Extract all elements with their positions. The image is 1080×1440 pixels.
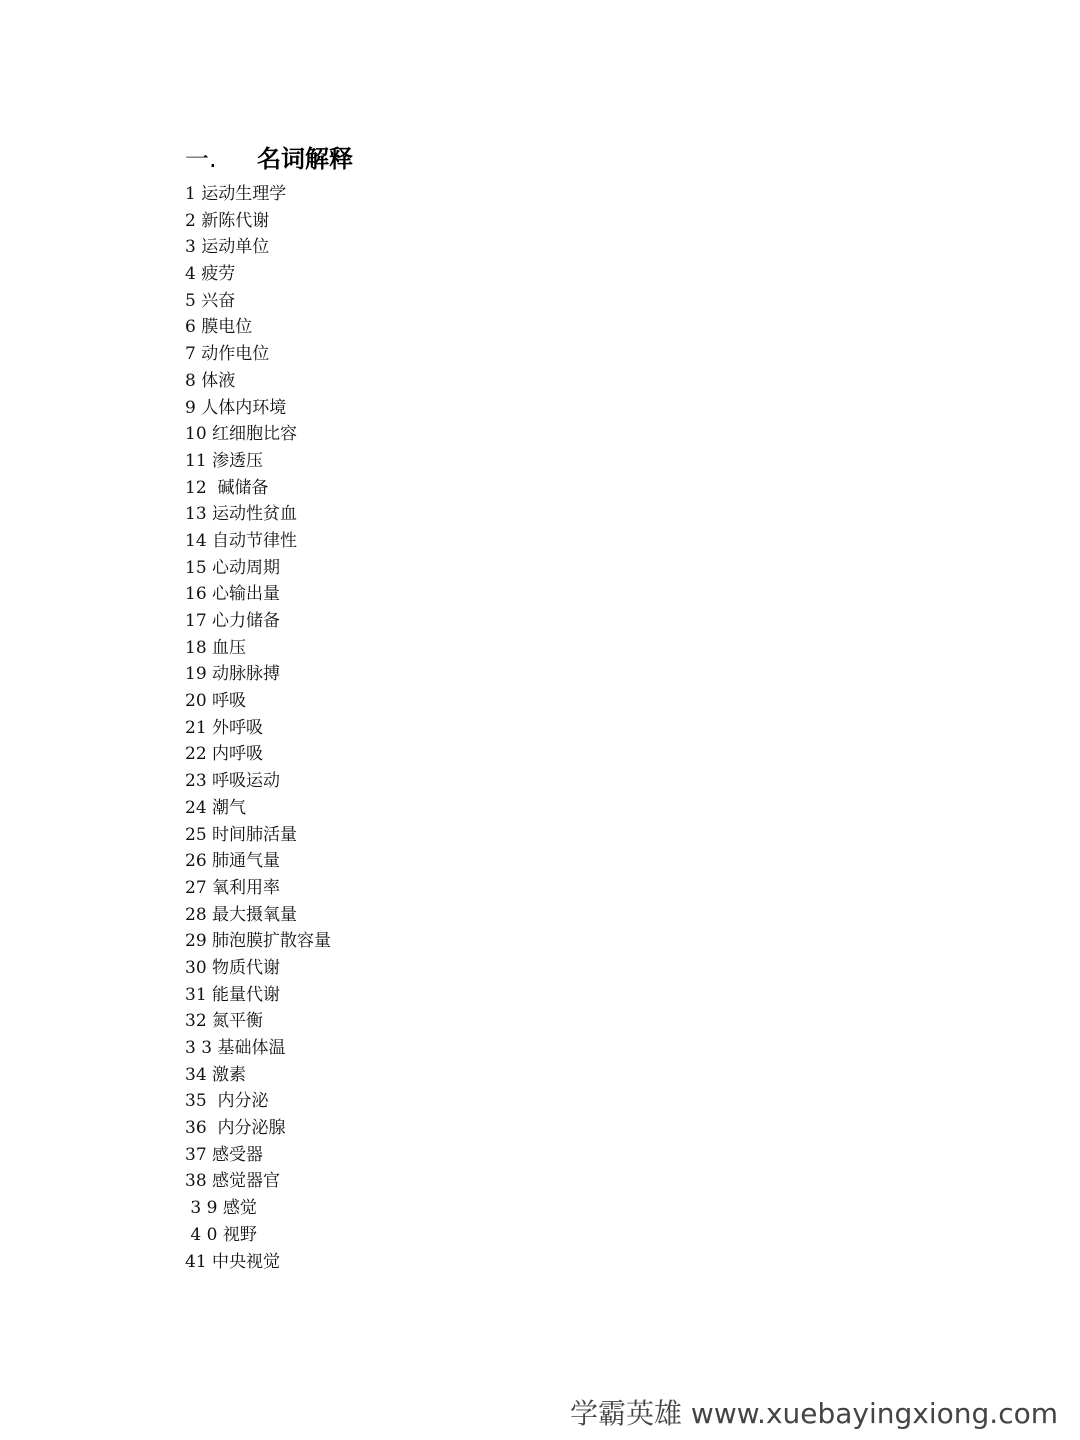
term-item: 8 体液 xyxy=(185,370,236,391)
term-item: 28 最大摄氧量 xyxy=(185,904,298,925)
term-item: 41 中央视觉 xyxy=(185,1251,281,1272)
term-list xyxy=(185,181,331,1275)
term-item: 13 运动性贫血 xyxy=(185,504,298,525)
term-item: 3 3 基础体温 xyxy=(185,1038,286,1058)
term-item: 3 9 感觉 xyxy=(185,1198,257,1219)
term-item: 25 时间肺活量 xyxy=(185,824,298,845)
term-item: 4 疲劳 xyxy=(185,264,236,285)
term-item: 36 内分泌腺 xyxy=(185,1118,286,1139)
term-item: 17 心力储备 xyxy=(185,611,281,631)
term-item: 38 感觉器官 xyxy=(185,1171,281,1192)
term-item: 37 感受器 xyxy=(185,1144,264,1165)
term-item: 15 心动周期 xyxy=(185,557,281,578)
term-item: 29 肺泡膜扩散容量 xyxy=(185,931,332,952)
term-item: 23 呼吸运动 xyxy=(185,771,281,792)
section-number: 一. xyxy=(185,145,217,173)
term-item: 27 氧利用率 xyxy=(185,877,281,898)
term-item: 22 内呼吸 xyxy=(185,744,264,765)
term-item: 18 血压 xyxy=(185,637,247,658)
term-item: 24 潮气 xyxy=(185,797,247,818)
term-item: 31 能量代谢 xyxy=(185,984,281,1005)
section-title: 名词解释 xyxy=(257,145,353,173)
watermark: 学霸英雄 www.xuebayingxiong.com xyxy=(570,1397,1058,1430)
term-item: 11 渗透压 xyxy=(185,450,264,471)
term-item: 6 膜电位 xyxy=(185,317,253,338)
term-item: 32 氮平衡 xyxy=(185,1011,264,1032)
term-item: 10 红细胞比容 xyxy=(185,424,298,445)
term-item: 3 运动单位 xyxy=(185,237,270,258)
term-item: 1 运动生理学 xyxy=(185,184,287,204)
term-item: 14 自动节律性 xyxy=(185,530,298,551)
term-item: 35 内分泌 xyxy=(185,1091,269,1112)
term-item: 19 动脉脉搏 xyxy=(185,664,281,685)
term-item: 2 新陈代谢 xyxy=(185,210,270,231)
term-item: 5 兴奋 xyxy=(185,290,236,311)
term-item: 30 物质代谢 xyxy=(185,957,281,978)
term-item: 16 心输出量 xyxy=(185,584,281,605)
term-item: 26 肺通气量 xyxy=(185,851,281,872)
term-item: 7 动作电位 xyxy=(185,344,270,365)
term-item: 9 人体内环境 xyxy=(185,397,287,418)
term-item: 21 外呼吸 xyxy=(185,717,264,738)
term-item: 12 碱储备 xyxy=(185,477,269,498)
term-item: 20 呼吸 xyxy=(185,691,247,712)
term-item: 4 0 视野 xyxy=(185,1224,257,1245)
term-item: 34 激素 xyxy=(185,1064,247,1085)
section-heading xyxy=(185,139,353,171)
